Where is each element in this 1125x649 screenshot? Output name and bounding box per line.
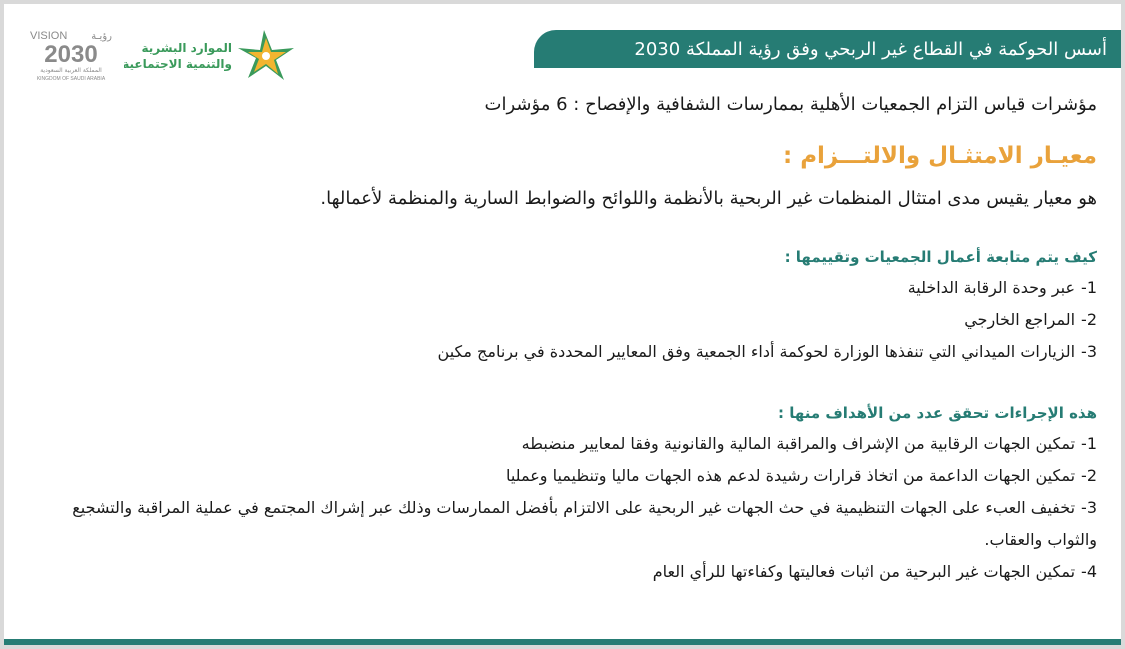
vision-word: VISION	[30, 30, 68, 42]
vision-2030-logo	[26, 26, 116, 84]
monitoring-heading: كيف يتم متابعة أعمال الجمعيات وتقييمها :	[784, 248, 1097, 266]
ministry-star-icon	[238, 30, 294, 80]
list-item: 3-الزيارات الميداني التي تنفذها الوزارة لحوكمة أداء الجمعية وفق المعايير المحددة في برنامج مكين	[437, 342, 1097, 361]
header-title: أسس الحوكمة في القطاع غير الربحي وفق رؤية المملكة 2030	[634, 38, 1107, 60]
list-item: 4-تمكين الجهات غير البرحية من اثبات فعاليتها وكفاءتها للرأي العام	[652, 562, 1097, 581]
list-item: 2-المراجع الخارجي	[964, 310, 1097, 329]
footer-bar	[4, 639, 1121, 645]
list-item: 1-تمكين الجهات الرقابية من الإشراف والمراقبة المالية والقانونية وفقا لمعايير منضبطه	[521, 434, 1097, 453]
header-banner	[534, 30, 1121, 68]
standard-definition: هو معيار يقيس مدى امتثال المنظمات غير الربحية بالأنظمة واللوائح والضوابط السارية والمنظمة لأعمالها.	[320, 188, 1097, 209]
slide	[4, 4, 1121, 645]
main-content	[57, 86, 1097, 588]
list-item: 3-تخفيف العبء على الجهات التنظيمية في حث الجهات غير الربحية على الالتزام بأفضل الممارسات وذلك عبر إشراك المجتمع في عملية المراقبة والتشجيع والثواب والعقاب.	[72, 498, 1097, 549]
monitoring-list	[57, 272, 1097, 368]
list-item: 1-عبر وحدة الرقابة الداخلية	[907, 278, 1097, 297]
vision-arabic: رؤيـة	[91, 31, 112, 42]
list-item: 2-تمكين الجهات الداعمة من اتخاذ قرارات رشيدة لدعم هذه الجهات ماليا وتنظيميا وعمليا	[505, 466, 1097, 485]
vision-2030-emblem-icon	[26, 26, 116, 84]
ministry-logo	[124, 26, 304, 84]
subtitle: مؤشرات قياس التزام الجمعيات الأهلية بممارسات الشفافية والإفصاح : 6 مؤشرات	[484, 94, 1097, 115]
vision-country-ar: المملكة العربية السعودية	[40, 67, 102, 74]
vision-year: 2030	[44, 41, 98, 68]
standard-title: معيـار الامتثـال والالتـــزام :	[782, 143, 1097, 169]
ministry-name-line1: الموارد البشرية	[141, 41, 232, 55]
objectives-heading: هذه الإجراءات تحقق عدد من الأهداف منها :	[778, 404, 1097, 422]
objectives-list	[57, 428, 1097, 588]
ministry-name-line2: والتنمية الاجتماعية	[124, 57, 232, 71]
vision-country-en: KINGDOM OF SAUDI ARABIA	[36, 76, 106, 82]
